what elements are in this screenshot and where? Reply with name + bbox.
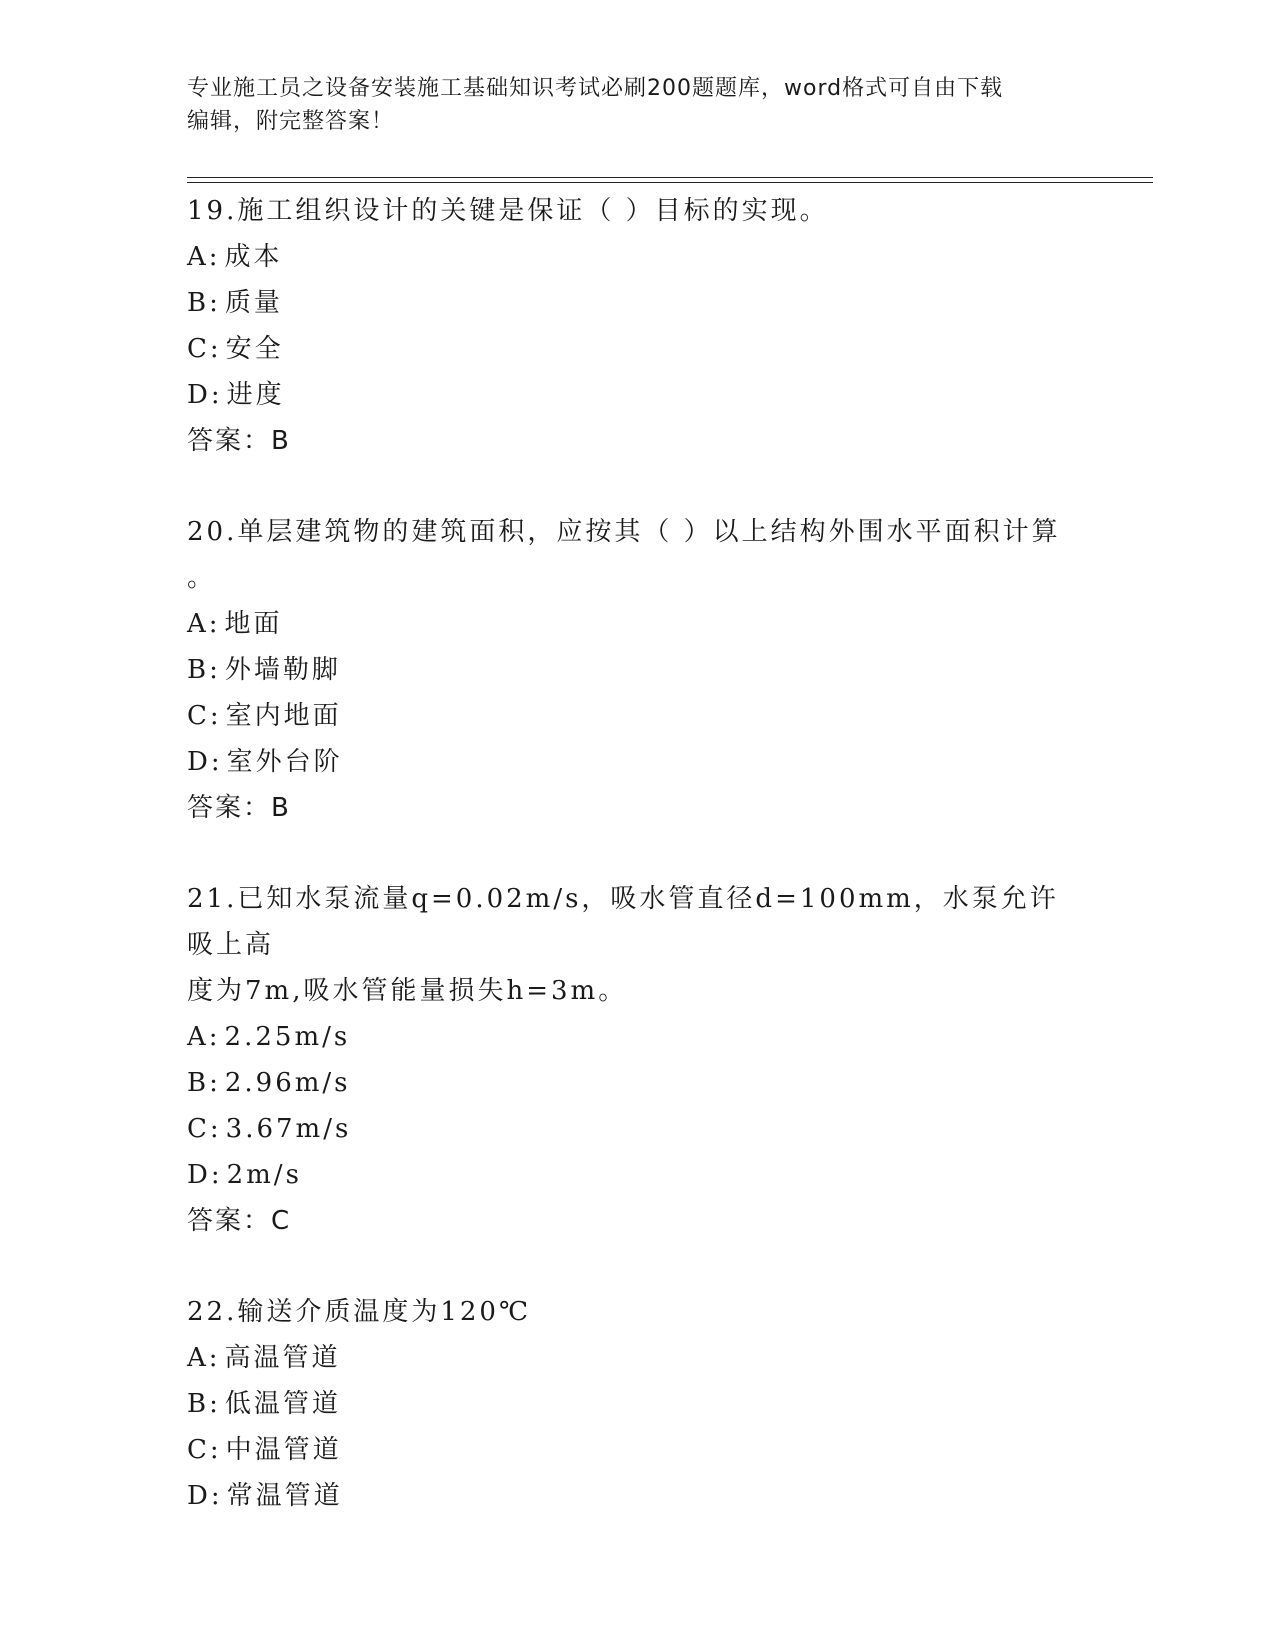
option-text: 安全	[225, 334, 284, 364]
option-d	[187, 372, 1067, 418]
option-text: 2.25m/s	[224, 1022, 351, 1052]
option-letter: C:	[187, 334, 222, 364]
option-text: 外墙勒脚	[224, 655, 341, 685]
option-c	[187, 1106, 1067, 1152]
question-stem: 21.已知水泵流量q=0.02m/s，吸水管直径d=100mm，水泵允许吸上高	[187, 884, 1059, 960]
option-letter: C:	[187, 701, 222, 731]
document-header	[187, 72, 1067, 138]
option-a	[187, 234, 1067, 280]
option-letter: C:	[187, 1114, 222, 1144]
option-letter: D:	[187, 1481, 223, 1511]
answer-label: 答案：B	[187, 793, 291, 823]
answer-label: 答案：C	[187, 1206, 292, 1236]
question-stem-continued: 度为7m,吸水管能量损失h=3m。	[187, 976, 628, 1006]
question-20	[187, 509, 1067, 831]
option-a	[187, 1014, 1067, 1060]
option-letter: B:	[187, 1389, 221, 1419]
option-text: 2.96m/s	[224, 1068, 351, 1098]
option-b	[187, 280, 1067, 326]
header-divider-top	[187, 177, 1153, 178]
option-c	[187, 326, 1067, 372]
option-text: 中温管道	[225, 1435, 342, 1465]
header-line-1: 专业施工员之设备安装施工基础知识考试必刷200题题库，word格式可自由下载	[187, 76, 1004, 101]
option-text: 常温管道	[226, 1481, 343, 1511]
option-letter: D:	[187, 1160, 223, 1190]
option-text: 高温管道	[224, 1343, 341, 1373]
option-letter: B:	[187, 288, 221, 318]
option-letter: A:	[187, 609, 221, 639]
question-stem: 22.输送介质温度为120℃	[187, 1297, 532, 1327]
question-stem: 19.施工组织设计的关键是保证（ ）目标的实现。	[187, 196, 829, 226]
option-text: 地面	[224, 609, 283, 639]
question-list	[187, 188, 1067, 1519]
option-d	[187, 739, 1067, 785]
header-divider-bottom	[187, 182, 1153, 183]
question-22	[187, 1289, 1067, 1519]
option-b	[187, 1381, 1067, 1427]
header-line-2: 编辑，附完整答案！	[187, 109, 395, 134]
option-text: 低温管道	[224, 1389, 341, 1419]
option-text: 室外台阶	[226, 747, 343, 777]
option-letter: D:	[187, 380, 223, 410]
option-c	[187, 1427, 1067, 1473]
option-letter: A:	[187, 1022, 221, 1052]
option-a	[187, 1335, 1067, 1381]
question-19	[187, 188, 1067, 464]
option-b	[187, 647, 1067, 693]
option-text: 室内地面	[225, 701, 342, 731]
option-b	[187, 1060, 1067, 1106]
question-stem: 20.单层建筑物的建筑面积，应按其（ ）以上结构外围水平面积计算	[187, 517, 1061, 547]
option-letter: A:	[187, 242, 221, 272]
answer-label: 答案：B	[187, 426, 291, 456]
option-text: 进度	[226, 380, 285, 410]
option-text: 质量	[224, 288, 283, 318]
question-stem-continued: 。	[187, 563, 217, 593]
option-d	[187, 1473, 1067, 1519]
option-letter: C:	[187, 1435, 222, 1465]
option-c	[187, 693, 1067, 739]
option-text: 成本	[224, 242, 283, 272]
option-letter: B:	[187, 655, 221, 685]
option-a	[187, 601, 1067, 647]
question-21	[187, 876, 1067, 1244]
option-d	[187, 1152, 1067, 1198]
option-letter: D:	[187, 747, 223, 777]
option-text: 3.67m/s	[225, 1114, 352, 1144]
option-text: 2m/s	[226, 1160, 302, 1190]
option-letter: A:	[187, 1343, 221, 1373]
option-letter: B:	[187, 1068, 221, 1098]
